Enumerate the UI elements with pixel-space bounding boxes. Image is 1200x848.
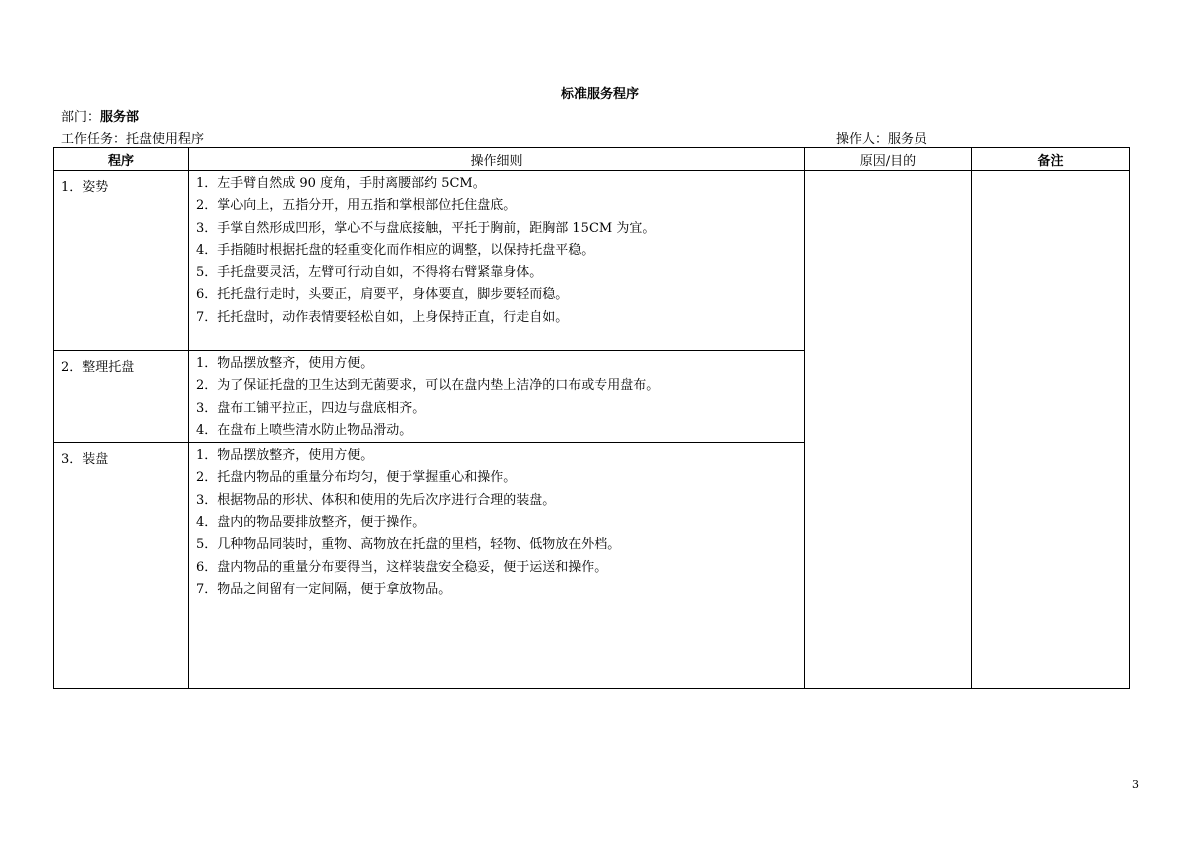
detail-item: 2．托盘内物品的重量分布均匀，便于掌握重心和操作。 — [196, 470, 517, 486]
page-number: 3 — [1132, 778, 1139, 791]
detail-item: 5．几种物品同装时，重物、高物放在托盘的里档，轻物、低物放在外档。 — [196, 537, 621, 553]
header-remarks: 备注 — [972, 148, 1130, 171]
step-cell — [54, 351, 189, 443]
department-label: 部门： — [61, 110, 101, 125]
detail-item: 6．托托盘行走时，头要正，肩要平，身体要直，脚步要轻而稳。 — [196, 287, 569, 303]
step-cell — [54, 171, 189, 351]
work-task: 工作任务：托盘使用程序 — [61, 132, 205, 147]
detail-item: 2．掌心向上，五指分开，用五指和掌根部位托住盘底。 — [196, 198, 517, 214]
detail-item: 4．盘内的物品要排放整齐，便于操作。 — [196, 515, 426, 531]
details-cell — [189, 443, 805, 689]
procedure-table — [53, 147, 1130, 689]
header-details: 操作细则 — [189, 148, 805, 171]
document-title: 标准服务程序 — [560, 87, 639, 102]
remarks-cell — [972, 171, 1130, 689]
department-value: 服务部 — [100, 110, 140, 125]
detail-item: 3．盘布工铺平拉正，四边与盘底相齐。 — [196, 400, 426, 416]
detail-item: 6．盘内物品的重量分布要得当，这样装盘安全稳妥，便于运送和操作。 — [196, 559, 608, 575]
table-row — [54, 171, 1130, 351]
detail-item: 4．在盘布上喷些清水防止物品滑动。 — [196, 422, 413, 438]
detail-item: 7．托托盘时，动作表情要轻松自如，上身保持正直，行走自如。 — [196, 309, 569, 325]
operator: 操作人：服务员 — [836, 132, 928, 147]
detail-item: 5．手托盘要灵活，左臂可行动自如，不得将右臂紧靠身体。 — [196, 265, 543, 281]
header-reason: 原因/目的 — [805, 148, 972, 171]
detail-item: 4．手指随时根据托盘的轻重变化而作相应的调整，以保持托盘平稳。 — [196, 242, 595, 258]
detail-item: 3．根据物品的形状、体积和使用的先后次序进行合理的装盘。 — [196, 492, 556, 508]
step-cell — [54, 443, 189, 689]
detail-item: 1．左手臂自然成 90 度角，手肘离腰部约 5CM。 — [196, 176, 486, 191]
step-label: 2．整理托盘 — [61, 360, 135, 375]
detail-item: 3．手掌自然形成凹形，掌心不与盘底接触，平托于胸前，距胸部 15CM 为宜。 — [196, 220, 656, 236]
detail-item: 1．物品摆放整齐，使用方便。 — [196, 448, 374, 464]
detail-item: 7．物品之间留有一定间隔，便于拿放物品。 — [196, 581, 452, 597]
detail-item: 2．为了保证托盘的卫生达到无菌要求，可以在盘内垫上洁净的口布或专用盘布。 — [196, 378, 660, 394]
reason-cell — [805, 171, 972, 689]
table-header-row — [54, 148, 1130, 171]
header-procedure: 程序 — [54, 148, 189, 171]
detail-item: 1．物品摆放整齐，使用方便。 — [196, 356, 374, 371]
department-line — [61, 106, 139, 125]
step-label: 3．装盘 — [61, 452, 109, 468]
step-label: 1．姿势 — [61, 180, 109, 195]
details-cell — [189, 171, 805, 351]
details-cell — [189, 351, 805, 443]
